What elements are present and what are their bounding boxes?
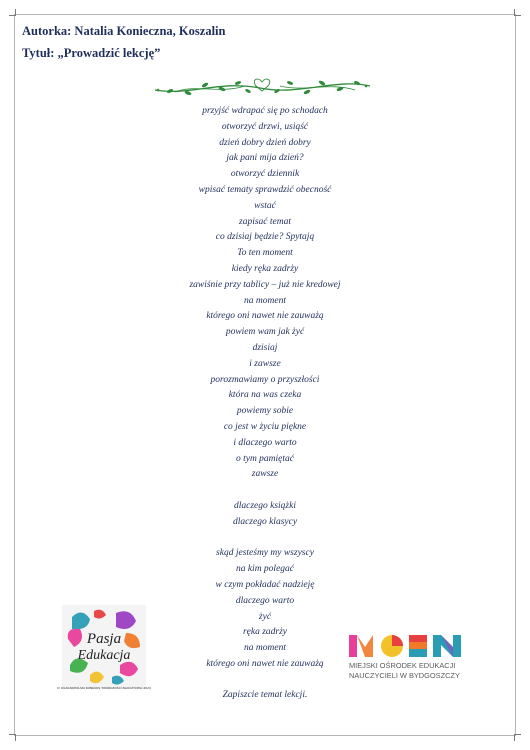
poem-line: otworzyć dziennik — [230, 169, 300, 180]
pasja-caption: IV OGÓLNOPOLSKI KONKURS TWÓRCZOŚCI NAUCZYCIELI 2020 — [57, 686, 151, 690]
corner-mark — [514, 734, 521, 741]
poem-line: dlaczego warto — [235, 595, 295, 606]
pasja-edukacja-logo — [62, 605, 146, 689]
poem-line: którego oni nawet nie zauważą — [206, 311, 324, 322]
poem-line: o tym pamiętać — [235, 453, 295, 464]
pasja-word: Pasja — [86, 631, 122, 647]
poem-line: dzisiaj — [252, 342, 278, 353]
stanza-break — [150, 483, 380, 499]
poem-line: zawsze — [251, 469, 279, 480]
moen-name — [349, 661, 483, 680]
poem-line: i zawsze — [249, 358, 281, 369]
poem-body — [150, 104, 380, 704]
poem-line: powiemy sobie — [236, 406, 294, 417]
poem-line: To ten moment — [237, 248, 293, 259]
poem-line: dlaczego klasycy — [232, 516, 298, 527]
corner-mark — [9, 9, 16, 16]
corner-mark — [514, 9, 521, 16]
poem-line: na moment — [244, 643, 286, 654]
poem-line: jak pani mija dzień? — [226, 153, 304, 164]
poem-line: na kim polegać — [235, 564, 295, 575]
poem-line: Zapiszcie temat lekcji. — [222, 690, 308, 701]
corner-mark — [9, 734, 16, 741]
vine-ornament — [150, 72, 375, 102]
poem-line: co dzisiaj będzie? Spytają — [215, 232, 315, 243]
poem-line: i dlaczego warto — [233, 437, 297, 448]
author-line: Autorka: Natalia Konieczna, Koszalin — [22, 24, 226, 38]
poem-line: przyjść wdrapać się po schodach — [202, 106, 328, 116]
poem-line: na moment — [244, 295, 286, 306]
poem-line: dlaczego książki — [233, 500, 296, 511]
poem-line: zapisać temat — [239, 216, 291, 227]
edukacja-word: Edukacja — [77, 648, 131, 663]
poem-line: zawiśnie przy tablicy – już nie kredowej — [189, 279, 341, 290]
poem-line: otworzyć drzwi, usiąść — [221, 121, 309, 132]
poem-line: dzień dobry dzień dobry — [219, 137, 311, 148]
poem-line: kiedy ręka zadrży — [231, 263, 299, 274]
stanza-break — [150, 531, 380, 547]
poem-line: żyć — [258, 611, 272, 622]
poem-line: skąd jesteśmy my wszyscy — [216, 548, 314, 559]
poem-line: powiem wam jak żyć — [225, 327, 305, 338]
poem-line: którego oni nawet nie zauważą — [206, 658, 324, 669]
poem-line: wstać — [254, 200, 276, 211]
poem-line: wpisać tematy sprawdzić obecność — [198, 184, 332, 195]
poem-line: co jest w życiu piękne — [223, 421, 307, 432]
moen-name-line1: MIEJSKI OŚRODEK EDUKACJI — [349, 661, 456, 670]
moen-name-line2: NAUCZYCIELI W BYDGOSZCZY — [349, 670, 460, 680]
poem-line: ręka zadrży — [242, 627, 288, 638]
poem-line: porozmawiamy o przyszłości — [210, 374, 320, 385]
poem-line: która na was czeka — [228, 390, 302, 401]
poem-line: w czym pokładać nadzieję — [215, 579, 315, 590]
moen-logo — [345, 629, 479, 689]
title-line: Tytuł: „Prowadzić lekcję” — [22, 46, 161, 60]
